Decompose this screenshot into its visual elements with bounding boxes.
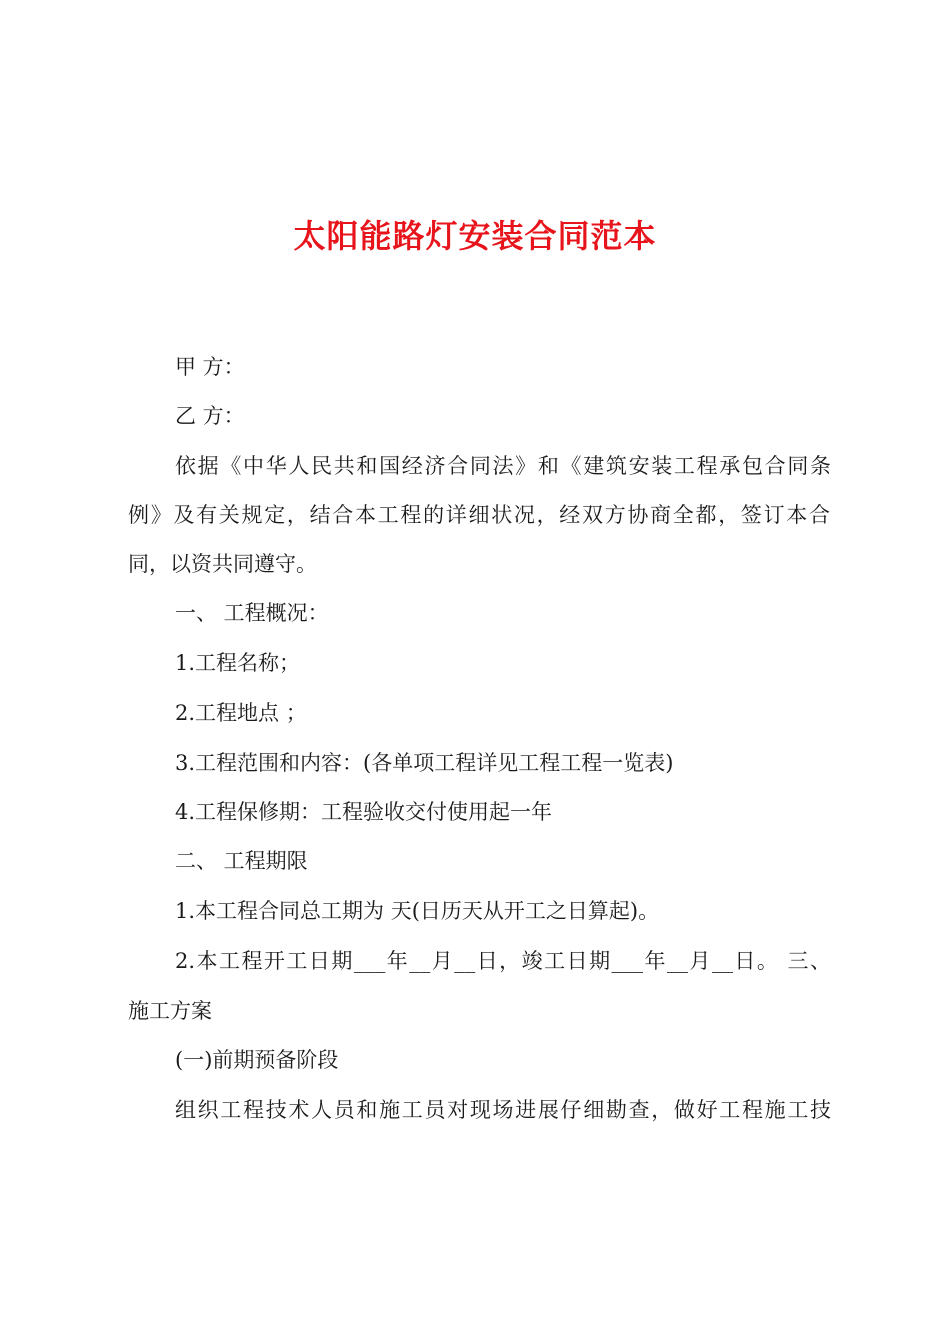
subsection-heading: (一)前期预备阶段 [175,1048,339,1072]
party-a-line: 甲 方： [175,355,245,379]
preamble-line-2: 例》及有关规定，结合本工程的详细状况，经双方协商全都，签订本合 [128,503,830,527]
document-title: 太阳能路灯安装合同范本 [293,217,657,255]
list-item: 1.本工程合同总工期为 天(日历天从开工之日算起)。 [175,899,660,923]
list-item: 2.工程地点 ； [175,701,307,725]
list-item: 2.本工程开工日期___年__月__日，竣工日期___年__月__日。 三、 [175,949,831,973]
section-heading-1: 一、 工程概况： [175,601,329,625]
preamble-line-3: 同，以资共同遵守。 [128,552,317,576]
party-b-line: 乙 方： [175,404,245,428]
list-item: 1.工程名称； [175,651,301,675]
list-item: 4.工程保修期：工程验收交付使用起一年 [175,800,553,824]
section-heading-3: 施工方案 [128,999,212,1023]
paragraph-line: 组织工程技术人员和施工员对现场进展仔细勘查，做好工程施工技 [175,1098,831,1122]
preamble-line-1: 依据《中华人民共和国经济合同法》和《建筑安装工程承包合同条 [175,454,831,478]
list-item: 3.工程范围和内容：(各单项工程详见工程工程一览表) [175,751,674,775]
section-heading-2: 二、 工程期限 [175,849,308,873]
